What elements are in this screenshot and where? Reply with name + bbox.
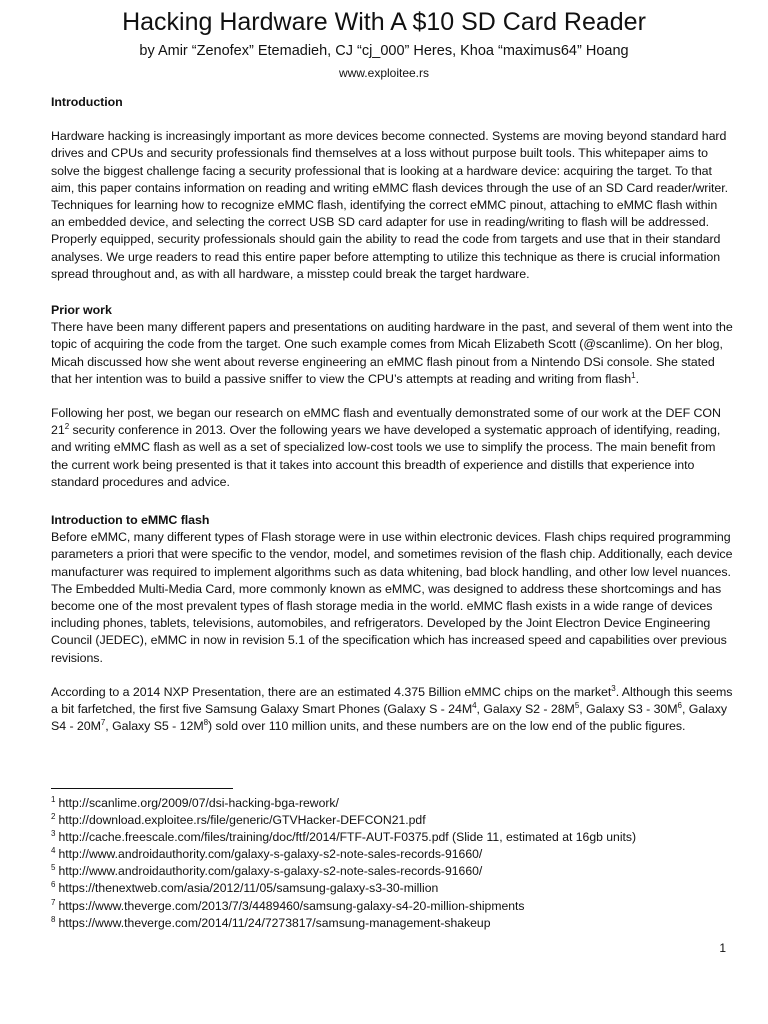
- paper-title: Hacking Hardware With A $10 SD Card Reader: [122, 8, 646, 36]
- section-emmc-intro: [51, 512, 733, 735]
- footnote-link[interactable]: http://www.androidauthority.com/galaxy-s-galaxy-s2-note-sales-records-91660/: [58, 864, 483, 879]
- footnote-item: $^7$ https://www.theverge.com/2013/7/3/4489460/samsung-galaxy-s4-20-million-shipments: [51, 897, 525, 913]
- footnote-divider: [51, 788, 233, 789]
- website-link[interactable]: www.exploitee.rs: [338, 66, 430, 80]
- footnote-item: $^3$ http://cache.freescale.com/files/training/doc/ftf/2014/FTF-AUT-F0375.pdf (Slide 11, estimated at 16gb units): [51, 829, 637, 845]
- footnote-item: $^1$ http://scanlime.org/2009/07/dsi-hacking-bga-rework/: [51, 794, 339, 810]
- footnote-ref[interactable]: 7: [100, 718, 106, 728]
- footnote-link[interactable]: http://scanlime.org/2009/07/dsi-hacking-bga-rework/: [58, 796, 339, 810]
- section-introduction: [51, 94, 733, 283]
- footnote-ref[interactable]: 4: [472, 700, 477, 710]
- footnotes-list: [51, 795, 751, 932]
- footnote-item: $^6$ https://thenextweb.com/asia/2012/11/05/samsung-galaxy-s3-30-million: [51, 880, 439, 896]
- paragraph: Hardware hacking is increasingly important as more devices become connected. Systems are moving beyond standard hard drives and CPUs and security professionals find themselves at a loss without purpose built tools. This whitepaper aims to solve the biggest challenge facing a security professional that is looking at a hardware device: acquiring the target. To that aim, this paper contains information on reading and writing eMMC flash devices through the use of an SD Card reader/writer. Techniques for learning how to recognize eMMC flash, identifying the correct eMMC pinout, attaching to eMMC flash within an embedded device, and selecting the correct USB SD card adapter for use in reading/writing to flash will be addressed. Properly equipped, security professionals should gain the ability to read the code from targets and use that in their standard analyses. We urge readers to read this entire paper before attempting to utilize this technique as there is crucial information spread throughout and, as with all hardware, a misstep could break the target hardware.: [51, 129, 729, 281]
- footnote-link[interactable]: http://cache.freescale.com/files/training/doc/ftf/2014/FTF-AUT-F0375.pdf (Slide 11, estimated at 16gb units): [58, 830, 637, 845]
- paragraph: Following her post, we began our research on eMMC flash and eventually demonstrated some of our work at the DEF CON $21^2$ security conference in 2013. Over the following years we have developed a systematic approach of identifying, reading, and writing eMMC flash as well as a set of specialized low-cost tools we use to simplify the process. The main benefit from the current work being presented is that it takes into account this breadth of experience and distills that experience into standard procedures and advice.: [51, 406, 721, 489]
- footnote-ref[interactable]: 6: [677, 700, 682, 710]
- paragraph: According to a 2014 NXP Presentation, there are an estimated 4.375 Billion eMMC chips on the market$^3$. Although this seems a bit farfetched, the first five Samsung Galaxy Smart Phones (Galaxy S - $24M^4$, Galaxy $S2 - 28M^5$, Galaxy $S3 - 30M^6$, Galaxy $S4 - 20M^7$, Galaxy $S5 - 12M^8$) sold over 110 million units, and these numbers are on the low end of the public figures.: [51, 683, 733, 734]
- paragraph: There have been many different papers and presentations on auditing hardware in the past, and several of them went into the topic of acquiring the code from the target. One such example comes from Micah Elizabeth Scott (@scanlime). On her blog, Micah discussed how she went about reverse engineering an eMMC flash pinout from a Nintendo DSi console. She stated that her intention was to build a passive sniffer to view the CPU’s attempts at reading and writing from flash$^1$.: [51, 320, 733, 386]
- section-prior-work: [51, 302, 733, 491]
- section-heading: Introduction to eMMC flash: [51, 513, 210, 527]
- paragraph: Before eMMC, many different types of Flash storage were in use within electronic devices. Flash chips required programming parameters a priori that were specific to the vendor, model, and sometimes revision of the flash chip. Additionally, each device manufacturer was required to implement algorithms such as data whitening, bad block handling, and other low level nuances. The Embedded Multi-Media Card, more commonly known as eMMC, was designed to address these shortcomings and has become one of the most prevalent types of flash storage media in the world. eMMC flash exists in a wide range of devices including phones, tablets, televisions, automobiles, and refrigerators. Developed by the Joint Electron Device Engineering Council (JEDEC), eMMC in now in revision 5.1 of the specification which has increased speed and capabilities over previous revisions.: [51, 530, 733, 665]
- footnote-link[interactable]: https://thenextweb.com/asia/2012/11/05/samsung-galaxy-s3-30-million: [58, 881, 439, 896]
- footnote-item: $^5$ http://www.androidauthority.com/galaxy-s-galaxy-s2-note-sales-records-91660/: [51, 863, 483, 879]
- footnote-link[interactable]: https://www.theverge.com/2014/11/24/7273817/samsung-management-shakeup: [58, 915, 491, 930]
- footnote-ref[interactable]: 2: [64, 422, 70, 432]
- section-heading: Prior work: [51, 303, 112, 317]
- section-heading: Introduction: [51, 95, 123, 109]
- footnote-ref[interactable]: 5: [574, 700, 580, 710]
- footnote-link[interactable]: http://download.exploitee.rs/file/generic/GTVHacker-DEFCON21.pdf: [58, 813, 426, 828]
- page-number: 1: [719, 941, 726, 955]
- author-line: by Amir “Zenofex” Etemadieh, CJ “cj_000” Heres, Khoa “maximus64” Hoang: [139, 43, 629, 59]
- footnote-ref[interactable]: 1: [631, 370, 636, 380]
- footnote-link[interactable]: http://www.androidauthority.com/galaxy-s-galaxy-s2-note-sales-records-91660/: [58, 847, 483, 862]
- footnote-ref[interactable]: 3: [611, 683, 616, 693]
- footnote-item: $^8$ https://www.theverge.com/2014/11/24/7273817/samsung-management-shakeup: [51, 914, 491, 930]
- footnote-link[interactable]: https://www.theverge.com/2013/7/3/4489460/samsung-galaxy-s4-20-million-shipments: [58, 898, 525, 913]
- footnote-item: $^4$ http://www.androidauthority.com/galaxy-s-galaxy-s2-note-sales-records-91660/: [51, 846, 483, 862]
- footnote-item: $^2$ http://download.exploitee.rs/file/generic/GTVHacker-DEFCON21.pdf: [51, 812, 426, 828]
- footnote-ref[interactable]: 8: [203, 718, 208, 728]
